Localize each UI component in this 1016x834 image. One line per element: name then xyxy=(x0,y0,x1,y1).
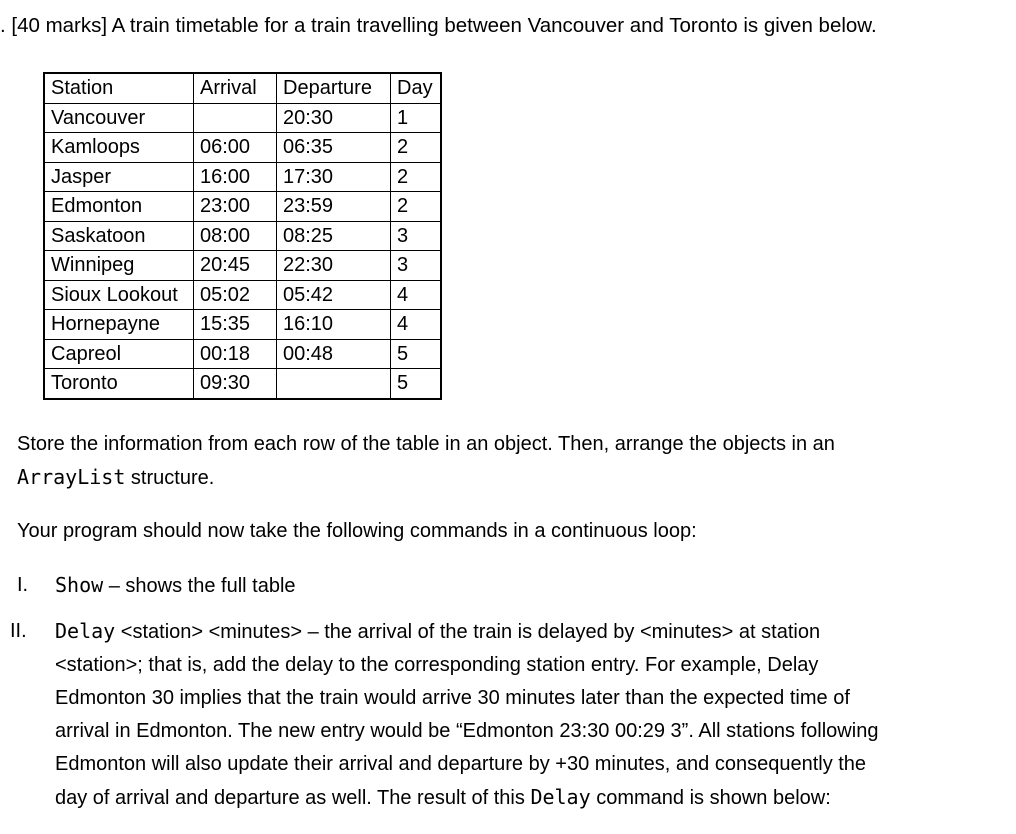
delay-line-1 xyxy=(55,615,878,649)
arrival-cell: 06:00 xyxy=(194,133,277,163)
timetable-row xyxy=(44,339,441,369)
station-cell: Toronto xyxy=(44,369,194,399)
day-cell: 2 xyxy=(391,162,441,192)
delay-line-1-rest: <station> <minutes> – the arrival of the train is delayed by <minutes> at station xyxy=(115,621,821,643)
arrival-cell: 20:45 xyxy=(194,251,277,281)
delay-line-6-pre: day of arrival and departure as well. The result of this xyxy=(55,787,531,809)
timetable-row xyxy=(44,221,441,251)
station-cell: Hornepayne xyxy=(44,310,194,340)
timetable-row xyxy=(44,192,441,222)
store-line-2-rest: structure. xyxy=(125,467,215,489)
timetable-row xyxy=(44,251,441,281)
station-cell: Winnipeg xyxy=(44,251,194,281)
departure-cell: 06:35 xyxy=(277,133,391,163)
numeral-ii: II. xyxy=(10,620,27,642)
timetable-row xyxy=(44,369,441,399)
delay-line-4: arrival in Edmonton. The new entry would be “Edmonton 23:30 00:29 3”. All stations following xyxy=(55,720,879,742)
timetable-row xyxy=(44,280,441,310)
header-arrival: Arrival xyxy=(194,73,277,103)
station-cell: Vancouver xyxy=(44,103,194,133)
delay-code-inline: Delay xyxy=(530,785,591,809)
header-day: Day xyxy=(391,73,441,103)
day-cell: 4 xyxy=(391,280,441,310)
timetable-row xyxy=(44,133,441,163)
arrival-cell: 15:35 xyxy=(194,310,277,340)
arrival-cell: 00:18 xyxy=(194,339,277,369)
day-cell: 3 xyxy=(391,221,441,251)
delay-line-3: Edmonton 30 implies that the train would arrive 30 minutes later than the expected time of xyxy=(55,687,850,709)
arrival-cell: 16:00 xyxy=(194,162,277,192)
departure-cell: 20:30 xyxy=(277,103,391,133)
delay-line-6 xyxy=(55,781,878,815)
day-cell: 1 xyxy=(391,103,441,133)
show-code: Show xyxy=(55,573,104,597)
departure-cell: 08:25 xyxy=(277,221,391,251)
store-line-2 xyxy=(17,461,835,495)
header-station: Station xyxy=(44,73,194,103)
station-cell: Capreol xyxy=(44,339,194,369)
departure-cell: 05:42 xyxy=(277,280,391,310)
station-cell: Sioux Lookout xyxy=(44,280,194,310)
arrival-cell: 08:00 xyxy=(194,221,277,251)
delay-command-item xyxy=(55,615,878,815)
store-line-1: Store the information from each row of the table in an object. Then, arrange the objects in an xyxy=(17,433,835,455)
station-cell: Saskatoon xyxy=(44,221,194,251)
delay-line-5: Edmonton will also update their arrival and departure by +30 minutes, and consequently the xyxy=(55,753,867,775)
day-cell: 5 xyxy=(391,339,441,369)
departure-cell: 23:59 xyxy=(277,192,391,222)
show-description: – shows the full table xyxy=(103,575,296,597)
timetable-row xyxy=(44,310,441,340)
day-cell: 4 xyxy=(391,310,441,340)
timetable-row xyxy=(44,162,441,192)
question-heading: . [40 marks] A train timetable for a train travelling between Vancouver and Toronto is given below. xyxy=(0,14,877,37)
day-cell: 5 xyxy=(391,369,441,399)
station-cell: Jasper xyxy=(44,162,194,192)
delay-line-6-post: command is shown below: xyxy=(590,787,831,809)
station-cell: Kamloops xyxy=(44,133,194,163)
timetable-header-row xyxy=(44,73,441,103)
delay-code: Delay xyxy=(55,619,116,643)
departure-cell xyxy=(277,369,391,399)
station-cell: Edmonton xyxy=(44,192,194,222)
show-command-item xyxy=(55,569,296,603)
departure-cell: 17:30 xyxy=(277,162,391,192)
day-cell: 2 xyxy=(391,192,441,222)
departure-cell: 00:48 xyxy=(277,339,391,369)
store-paragraph xyxy=(17,428,835,495)
departure-cell: 16:10 xyxy=(277,310,391,340)
arraylist-code: ArrayList xyxy=(17,465,126,489)
loop-paragraph: Your program should now take the following commands in a continuous loop: xyxy=(17,520,697,542)
header-departure: Departure xyxy=(277,73,391,103)
arrival-cell xyxy=(194,103,277,133)
day-cell: 3 xyxy=(391,251,441,281)
day-cell: 2 xyxy=(391,133,441,163)
arrival-cell: 09:30 xyxy=(194,369,277,399)
arrival-cell: 23:00 xyxy=(194,192,277,222)
departure-cell: 22:30 xyxy=(277,251,391,281)
delay-line-2: <station>; that is, add the delay to the corresponding station entry. For example, Delay xyxy=(55,654,819,676)
timetable-row xyxy=(44,103,441,133)
timetable xyxy=(43,72,442,400)
numeral-i: I. xyxy=(17,574,29,596)
arrival-cell: 05:02 xyxy=(194,280,277,310)
